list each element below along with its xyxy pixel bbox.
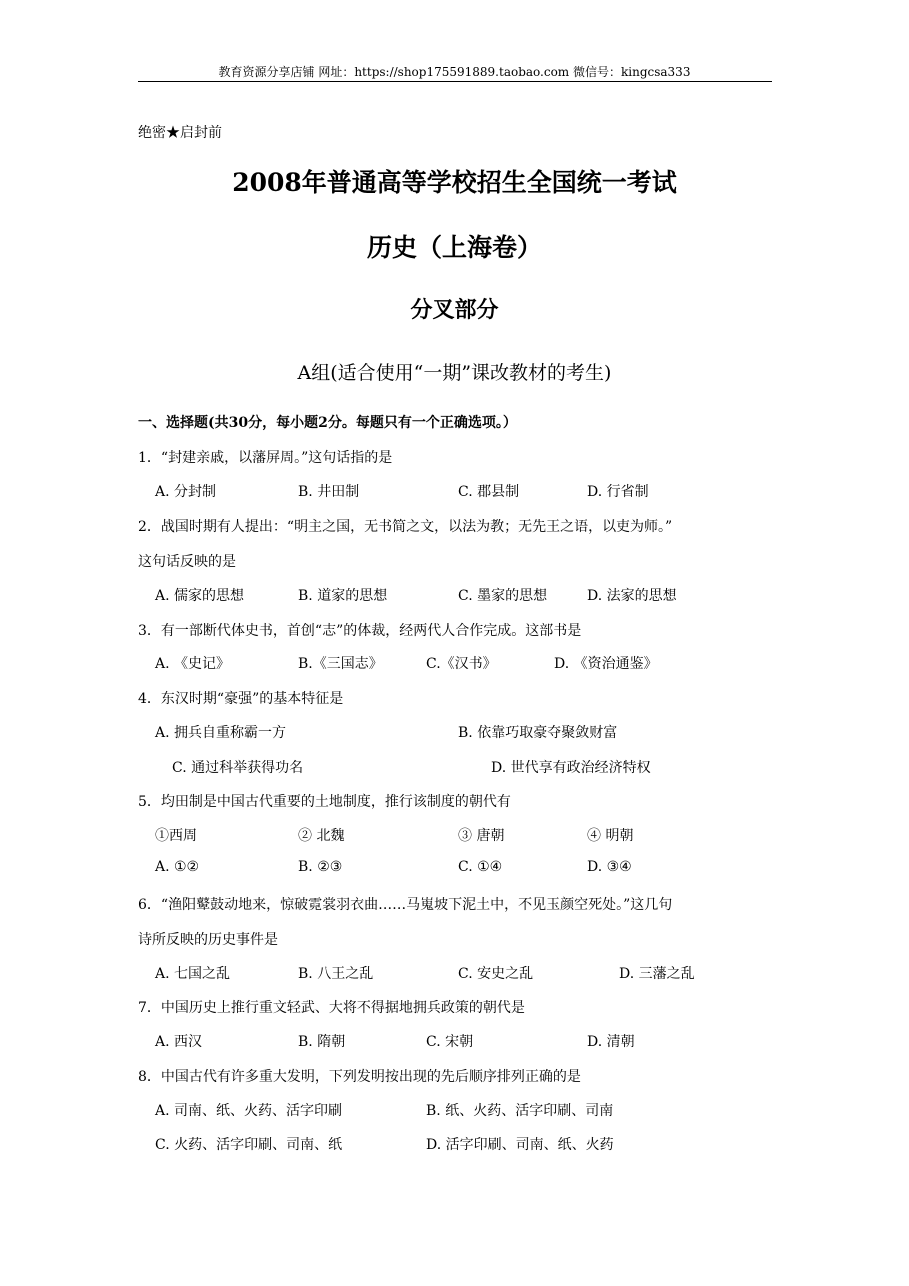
question-1-stem: 1．“封建亲戚，以藩屏周。”这句话指的是 <box>138 450 393 466</box>
question-4-option-c: C. 通过科举获得功名 <box>172 760 304 776</box>
question-3-option-b: B.《三国志》 <box>298 656 383 672</box>
exam-title: 2008年普通高等学校招生全国统一考试 <box>232 168 677 197</box>
question-5-item-2: ② 北魏 <box>298 828 345 844</box>
question-8-option-b: B. 纸、火药、活字印刷、司南 <box>426 1103 614 1119</box>
question-8-stem: 8．中国古代有许多重大发明，下列发明按出现的先后顺序排列正确的是 <box>138 1069 581 1085</box>
question-3-option-a: A. 《史记》 <box>155 656 231 672</box>
question-1-option-b: B. 井田制 <box>298 484 360 500</box>
question-5-option-c: C. ①④ <box>458 859 503 875</box>
question-2-option-d: D. 法家的思想 <box>587 588 677 604</box>
question-6-stem: 6．“渔阳鼙鼓动地来，惊破霓裳羽衣曲……马嵬坡下泥土中，不见玉颜空死处。”这几句 <box>138 897 673 913</box>
question-7-option-a: A. 西汉 <box>155 1034 203 1050</box>
question-8-option-a: A. 司南、纸、火药、活字印刷 <box>155 1103 343 1119</box>
question-5-item-1: ①西周 <box>155 828 197 844</box>
question-1-option-c: C. 郡县制 <box>458 484 520 500</box>
group-label: A组(适合使用“一期”课改教材的考生) <box>297 362 612 384</box>
question-2-stem-cont: 这句话反映的是 <box>138 554 236 570</box>
question-6-option-a: A. 七国之乱 <box>155 966 231 982</box>
question-7-option-c: C. 宋朝 <box>426 1034 474 1050</box>
question-5-option-a: A. ①② <box>155 859 200 875</box>
question-3-option-d: D. 《资治通鉴》 <box>554 656 658 672</box>
question-6-option-b: B. 八王之乱 <box>298 966 374 982</box>
subject-title: 历史（上海卷） <box>366 233 542 262</box>
question-8-option-d: D. 活字印刷、司南、纸、火药 <box>426 1137 614 1153</box>
question-7-option-d: D. 清朝 <box>587 1034 635 1050</box>
question-2-option-c: C. 墨家的思想 <box>458 588 548 604</box>
secret-label: 绝密★启封前 <box>138 125 222 141</box>
question-8-option-c: C. 火药、活字印刷、司南、纸 <box>155 1137 343 1153</box>
part-title: 分叉部分 <box>410 297 499 323</box>
question-1-option-a: A. 分封制 <box>155 484 217 500</box>
question-6-option-d: D. 三藩之乱 <box>619 966 695 982</box>
question-7-option-b: B. 隋朝 <box>298 1034 346 1050</box>
question-3-option-c: C.《汉书》 <box>426 656 497 672</box>
question-4-option-b: B. 依靠巧取豪夺聚敛财富 <box>458 725 618 741</box>
question-5-item-3: ③ 唐朝 <box>458 828 505 844</box>
question-1-option-d: D. 行省制 <box>587 484 649 500</box>
question-7-stem: 7．中国历史上推行重文轻武、大将不得据地拥兵政策的朝代是 <box>138 1000 525 1016</box>
question-2-option-b: B. 道家的思想 <box>298 588 388 604</box>
section-heading: 一、选择题(共30分，每小题2分。每题只有一个正确选项。） <box>138 415 517 431</box>
question-2-stem: 2．战国时期有人提出：“明主之国，无书简之文，以法为教；无先王之语，以吏为师。” <box>138 519 673 535</box>
question-3-stem: 3．有一部断代体史书，首创“志”的体裁，经两代人合作完成。这部书是 <box>138 623 582 639</box>
question-5-stem: 5．均田制是中国古代重要的土地制度，推行该制度的朝代有 <box>138 794 511 810</box>
question-4-stem: 4．东汉时期“豪强”的基本特征是 <box>138 691 344 707</box>
question-2-option-a: A. 儒家的思想 <box>155 588 245 604</box>
page-header: 教育资源分享店铺 网址：https://shop175591889.taobao.com 微信号：kingcsa333 <box>218 65 691 79</box>
question-4-option-d: D. 世代享有政治经济特权 <box>491 760 651 776</box>
question-5-option-b: B. ②③ <box>298 859 343 875</box>
question-5-option-d: D. ③④ <box>587 859 632 875</box>
header-rule <box>138 81 772 82</box>
question-6-option-c: C. 安史之乱 <box>458 966 534 982</box>
question-6-stem-cont: 诗所反映的历史事件是 <box>138 932 278 948</box>
question-4-option-a: A. 拥兵自重称霸一方 <box>155 725 287 741</box>
question-5-item-4: ④ 明朝 <box>587 828 634 844</box>
